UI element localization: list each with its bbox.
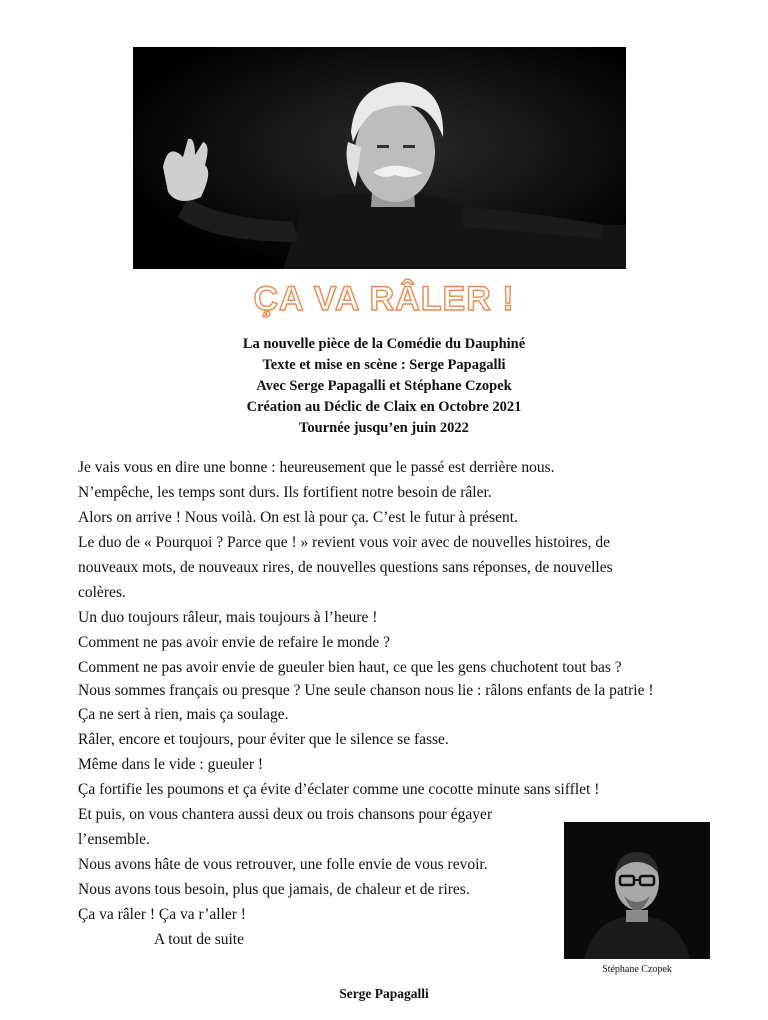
paragraph-line: Râler, encore et toujours, pour éviter que le silence se fasse. (78, 731, 449, 748)
signature: Serge Papagalli (339, 986, 429, 1001)
paragraph-line: Ça ne sert à rien, mais ça soulage. (78, 706, 289, 723)
paragraph-line: Un duo toujours râleur, mais toujours à l’heure ! (78, 609, 378, 626)
paragraph-line: l’ensemble. (78, 831, 150, 848)
paragraph-line: Nous sommes français ou presque ? Une seule chanson nous lie : râlons enfants de la patrie ! (78, 682, 654, 699)
paragraph-line: Et puis, on vous chantera aussi deux ou trois chansons pour égayer (78, 806, 493, 823)
paragraph-line: Nous avons tous besoin, plus que jamais, de chaleur et de rires. (78, 881, 470, 898)
paragraph-line: Comment ne pas avoir envie de refaire le monde ? (78, 634, 391, 651)
credit-line: La nouvelle pièce de la Comédie du Dauphiné (242, 336, 526, 352)
paragraph-line: N’empêche, les temps sont durs. Ils fortifient notre besoin de râler. (78, 484, 492, 501)
paragraph-line: colères. (78, 584, 126, 601)
paragraph-line: Le duo de « Pourquoi ? Parce que ! » revient vous voir avec de nouvelles histoires, de (78, 534, 611, 551)
credit-line: Tournée jusqu’en juin 2022 (299, 420, 469, 436)
performer-photo (133, 47, 626, 269)
production-credits (0, 334, 768, 439)
photo-caption: Stéphane Czopek (602, 964, 672, 975)
paragraph-line: Nous avons hâte de vous retrouver, une folle envie de vous revoir. (78, 856, 488, 873)
actor-portrait (564, 822, 710, 959)
page-title: ÇA VA RÂLER ! (253, 280, 515, 318)
credit-line: Texte et mise en scène : Serge Papagalli (262, 357, 506, 373)
paragraph-line: Même dans le vide : gueuler ! (78, 756, 264, 773)
paragraph-line: Je vais vous en dire une bonne : heureusement que le passé est derrière nous. (78, 459, 555, 476)
paragraph-line: Comment ne pas avoir envie de gueuler bien haut, ce que les gens chuchotent tout bas ? (78, 659, 622, 676)
paragraph-line: Ça fortifie les poumons et ça évite d’éclater comme une cocotte minute sans sifflet ! (78, 781, 600, 798)
paragraph-line: Alors on arrive ! Nous voilà. On est là pour ça. C’est le futur à présent. (78, 509, 518, 526)
closing-line: A tout de suite (154, 931, 244, 948)
paragraph-line: nouveaux mots, de nouveaux rires, de nouvelles questions sans réponses, de nouvelles (78, 559, 613, 576)
credit-line: Avec Serge Papagalli et Stéphane Czopek (256, 378, 512, 394)
credit-line: Création au Déclic de Claix en Octobre 2021 (246, 399, 522, 415)
paragraph-line: Ça va râler ! Ça va r’aller ! (78, 906, 246, 923)
